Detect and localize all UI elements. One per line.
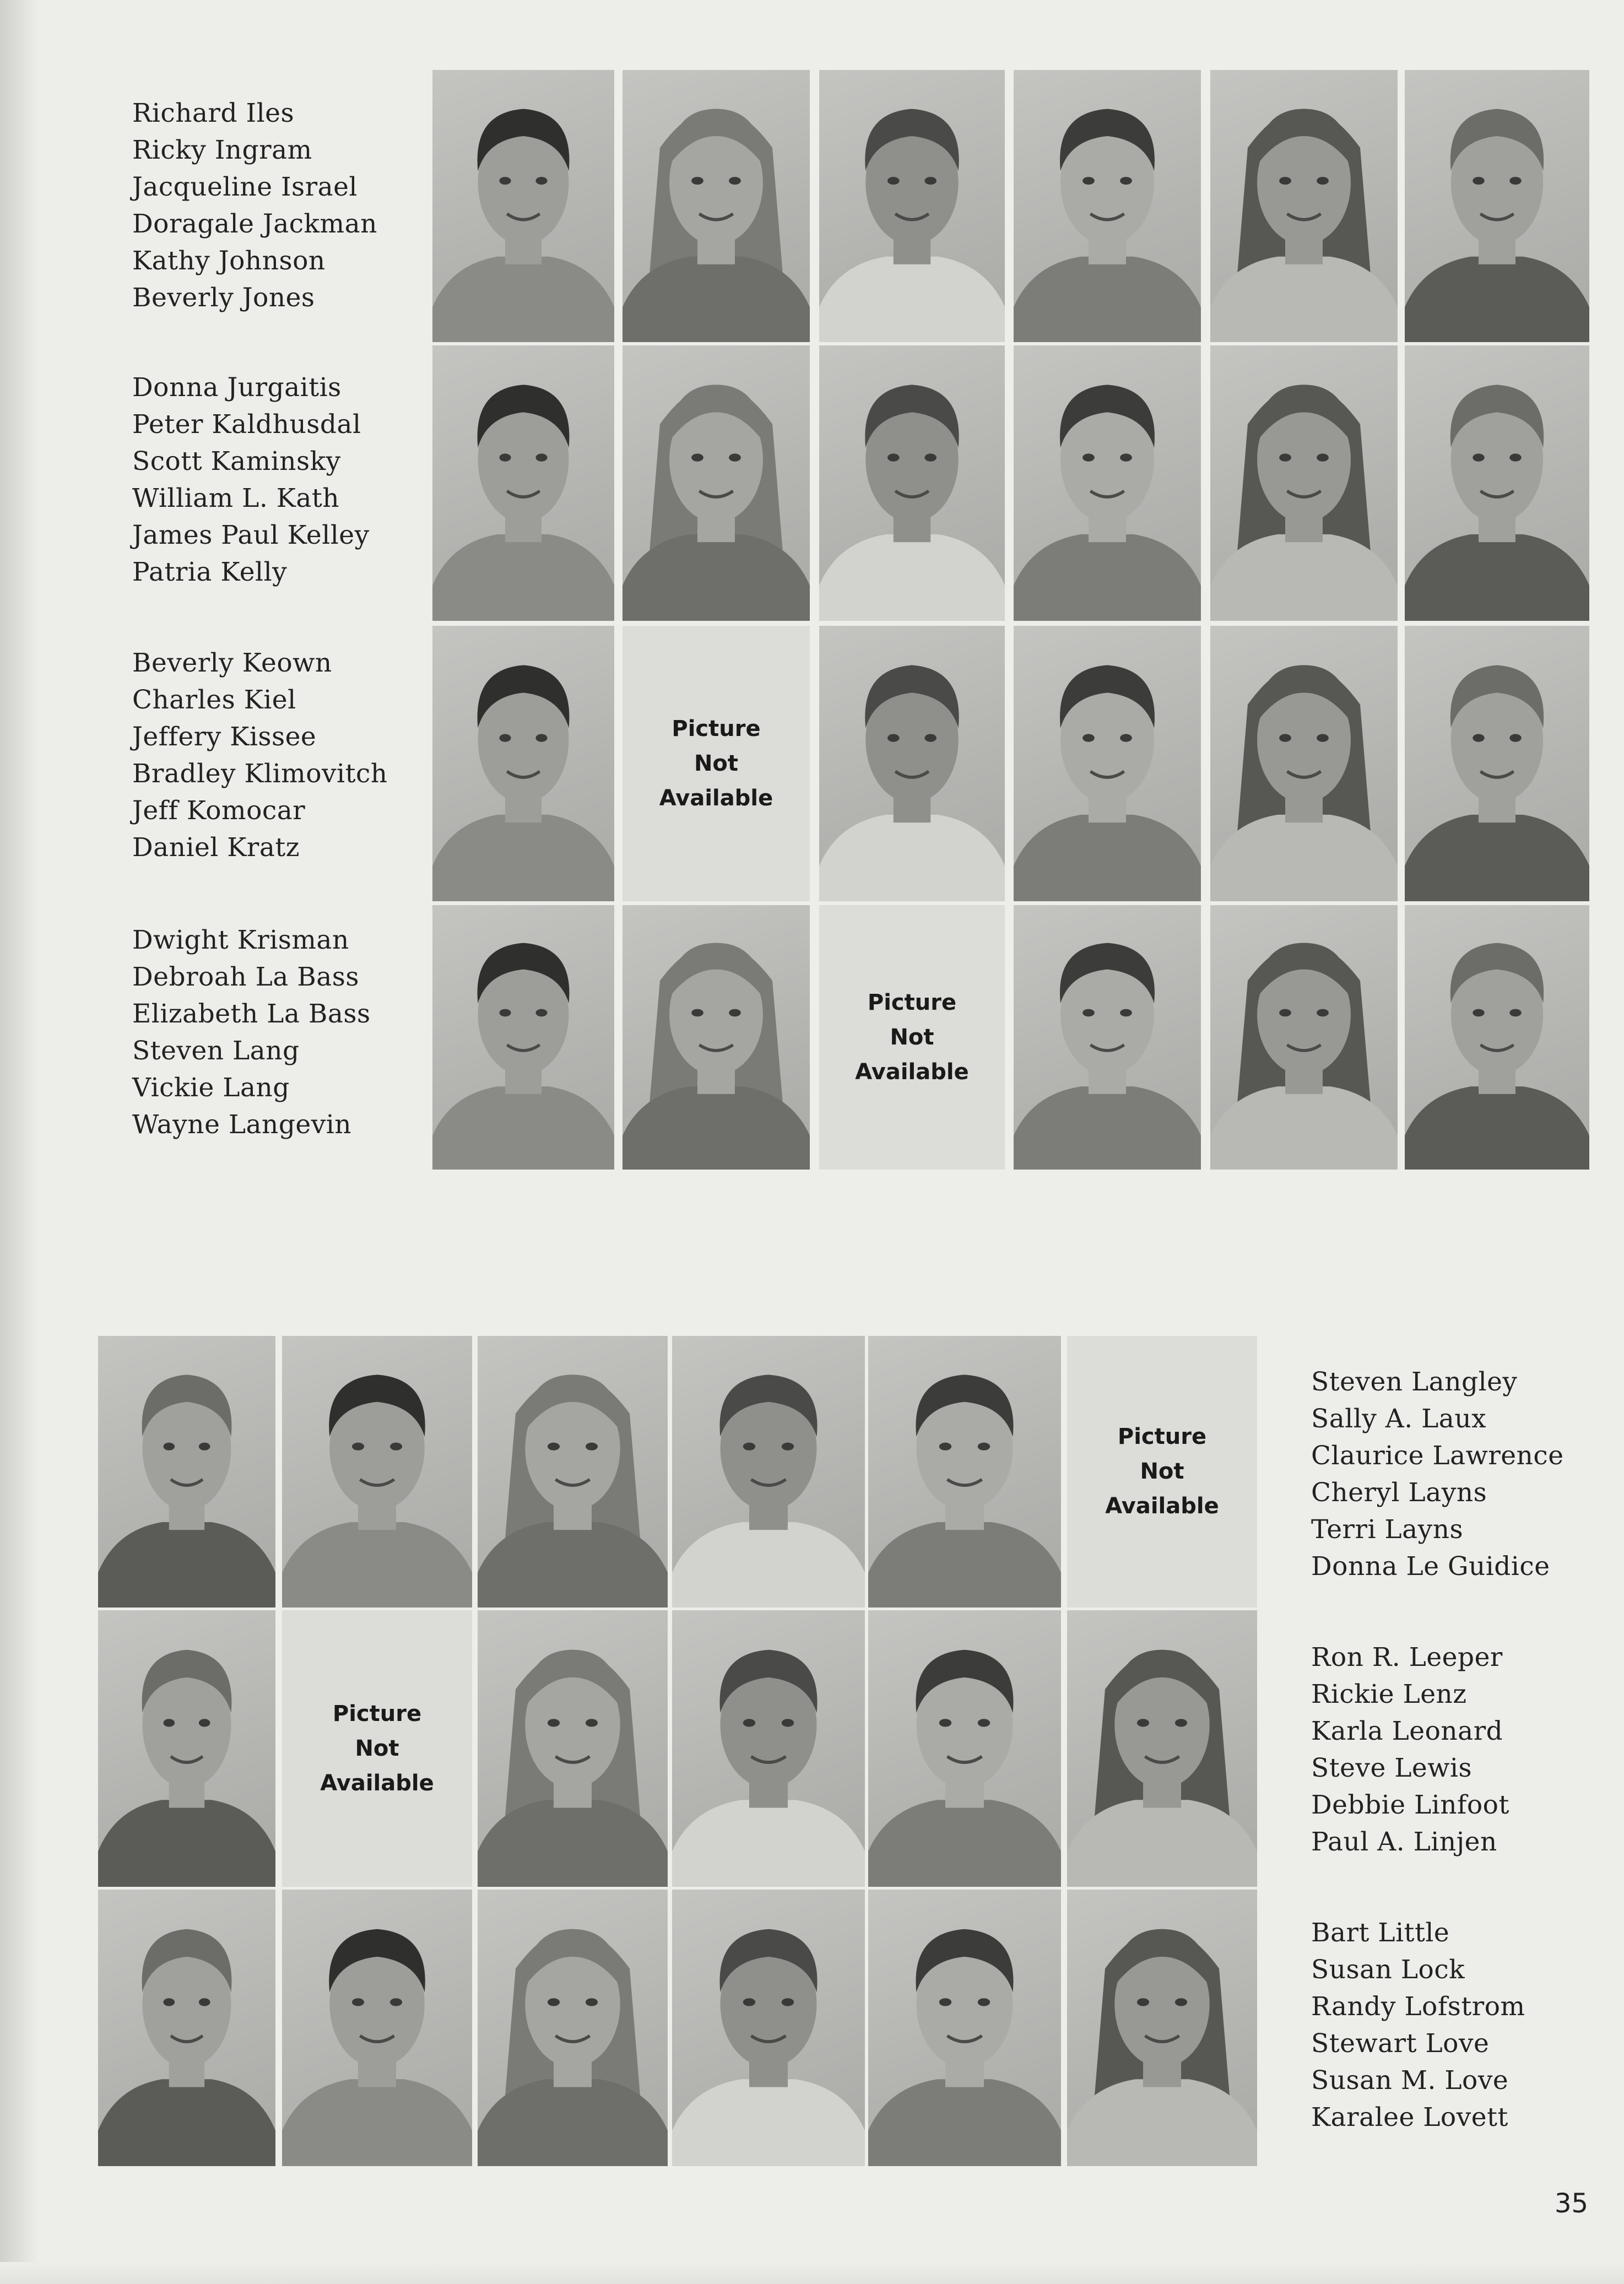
page-binding-shadow bbox=[0, 0, 39, 2284]
student-portrait-photo bbox=[819, 626, 1005, 901]
portrait-silhouette bbox=[672, 1336, 865, 1608]
picture-not-available-text: Picture Not Available bbox=[855, 989, 969, 1085]
portrait-silhouette bbox=[868, 1610, 1061, 1887]
picture-not-available-text: Picture Not Available bbox=[1105, 1424, 1219, 1519]
student-name: William L. Kath bbox=[132, 483, 340, 513]
portrait-silhouette bbox=[622, 70, 810, 342]
student-name: Rickie Lenz bbox=[1311, 1679, 1467, 1709]
portrait-silhouette bbox=[478, 1610, 668, 1887]
lower-name-list bbox=[1311, 1363, 1598, 1585]
student-portrait-photo bbox=[1067, 1890, 1257, 2166]
student-portrait-photo bbox=[282, 1890, 472, 2166]
student-portrait-photo bbox=[1405, 626, 1589, 901]
student-name: Debbie Linfoot bbox=[1311, 1790, 1509, 1820]
student-portrait-photo bbox=[432, 345, 614, 621]
student-name: Steven Langley bbox=[1311, 1367, 1518, 1397]
student-name: Jeffery Kissee bbox=[132, 722, 317, 752]
student-name: Patria Kelly bbox=[132, 557, 288, 587]
student-name: Ron R. Leeper bbox=[1311, 1642, 1503, 1673]
student-name: Daniel Kratz bbox=[132, 832, 300, 863]
student-name: Wayne Langevin bbox=[132, 1109, 352, 1140]
student-portrait-photo bbox=[1405, 345, 1589, 621]
student-name: Cheryl Layns bbox=[1311, 1477, 1487, 1508]
student-portrait-photo bbox=[98, 1890, 275, 2166]
portrait-silhouette bbox=[432, 905, 614, 1170]
student-name: Steven Lang bbox=[132, 1036, 300, 1066]
student-name: Dwight Krisman bbox=[132, 925, 349, 955]
student-portrait-photo bbox=[1210, 70, 1398, 342]
student-name: Karla Leonard bbox=[1311, 1716, 1503, 1746]
student-portrait-photo bbox=[1014, 905, 1201, 1170]
student-portrait-photo bbox=[868, 1336, 1061, 1608]
student-portrait-photo bbox=[819, 345, 1005, 621]
portrait-silhouette bbox=[672, 1890, 865, 2166]
upper-name-list bbox=[132, 369, 419, 591]
portrait-silhouette bbox=[1405, 905, 1589, 1170]
picture-not-available-placeholder bbox=[819, 905, 1005, 1170]
portrait-silhouette bbox=[1210, 626, 1398, 901]
student-name: Donna Jurgaitis bbox=[132, 372, 342, 403]
student-portrait-photo bbox=[622, 345, 810, 621]
portrait-silhouette bbox=[819, 626, 1005, 901]
lower-name-list bbox=[1311, 1914, 1598, 2136]
portrait-silhouette bbox=[432, 70, 614, 342]
portrait-silhouette bbox=[868, 1890, 1061, 2166]
student-portrait-photo bbox=[432, 626, 614, 901]
student-name: Peter Kaldhusdal bbox=[132, 409, 361, 440]
student-portrait-photo bbox=[868, 1610, 1061, 1887]
student-name: Karalee Lovett bbox=[1311, 2102, 1508, 2133]
portrait-silhouette bbox=[1014, 905, 1201, 1170]
student-name: Scott Kaminsky bbox=[132, 446, 341, 477]
portrait-silhouette bbox=[1067, 1890, 1257, 2166]
student-name: Jacqueline Israel bbox=[132, 172, 358, 202]
student-portrait-photo bbox=[622, 905, 810, 1170]
student-portrait-photo bbox=[819, 70, 1005, 342]
upper-name-list bbox=[132, 922, 419, 1143]
student-portrait-photo bbox=[98, 1336, 275, 1608]
portrait-silhouette bbox=[98, 1336, 275, 1608]
portrait-silhouette bbox=[282, 1336, 472, 1608]
portrait-silhouette bbox=[672, 1610, 865, 1887]
picture-not-available-text: Picture Not Available bbox=[320, 1701, 434, 1796]
student-name: Richard Iles bbox=[132, 98, 295, 128]
portrait-silhouette bbox=[819, 70, 1005, 342]
picture-not-available-placeholder bbox=[1067, 1336, 1257, 1608]
picture-not-available-placeholder bbox=[622, 626, 810, 901]
picture-not-available-text: Picture Not Available bbox=[659, 716, 773, 811]
student-name: Doragale Jackman bbox=[132, 209, 377, 239]
student-name: Debroah La Bass bbox=[132, 962, 360, 992]
student-portrait-photo bbox=[432, 70, 614, 342]
portrait-silhouette bbox=[622, 345, 810, 621]
student-portrait-photo bbox=[622, 70, 810, 342]
student-portrait-photo bbox=[1210, 345, 1398, 621]
student-name: Ricky Ingram bbox=[132, 135, 312, 165]
student-portrait-photo bbox=[672, 1890, 865, 2166]
student-name: Beverly Keown bbox=[132, 648, 332, 678]
portrait-silhouette bbox=[1210, 70, 1398, 342]
student-name: Sally A. Laux bbox=[1311, 1404, 1487, 1434]
portrait-silhouette bbox=[622, 905, 810, 1170]
portrait-silhouette bbox=[478, 1336, 668, 1608]
student-name: Jeff Komocar bbox=[132, 795, 306, 826]
portrait-silhouette bbox=[1014, 70, 1201, 342]
student-name: Stewart Love bbox=[1311, 2028, 1490, 2059]
student-portrait-photo bbox=[1405, 905, 1589, 1170]
student-portrait-photo bbox=[1210, 626, 1398, 901]
lower-name-list bbox=[1311, 1639, 1598, 1860]
portrait-silhouette bbox=[98, 1890, 275, 2166]
student-name: Susan M. Love bbox=[1311, 2065, 1509, 2096]
student-name: Claurice Lawrence bbox=[1311, 1441, 1564, 1471]
student-portrait-photo bbox=[478, 1336, 668, 1608]
student-portrait-photo bbox=[432, 905, 614, 1170]
student-name: Beverly Jones bbox=[132, 283, 315, 313]
portrait-silhouette bbox=[478, 1890, 668, 2166]
portrait-silhouette bbox=[282, 1890, 472, 2166]
student-name: Paul A. Linjen bbox=[1311, 1827, 1497, 1857]
portrait-silhouette bbox=[1067, 1610, 1257, 1887]
portrait-silhouette bbox=[819, 345, 1005, 621]
portrait-silhouette bbox=[1405, 70, 1589, 342]
upper-name-list bbox=[132, 95, 419, 316]
student-name: Terri Layns bbox=[1311, 1514, 1464, 1545]
student-portrait-photo bbox=[1014, 345, 1201, 621]
upper-name-list bbox=[132, 645, 419, 866]
student-portrait-photo bbox=[282, 1336, 472, 1608]
portrait-silhouette bbox=[1014, 345, 1201, 621]
student-portrait-photo bbox=[98, 1610, 275, 1887]
portrait-silhouette bbox=[432, 626, 614, 901]
student-name: Elizabeth La Bass bbox=[132, 999, 371, 1029]
student-name: Bart Little bbox=[1311, 1918, 1450, 1948]
student-name: Donna Le Guidice bbox=[1311, 1551, 1550, 1582]
portrait-silhouette bbox=[1405, 345, 1589, 621]
student-name: Charles Kiel bbox=[132, 685, 296, 715]
page-bottom-edge bbox=[0, 2262, 1624, 2284]
student-name: James Paul Kelley bbox=[132, 520, 370, 550]
portrait-silhouette bbox=[1405, 626, 1589, 901]
student-portrait-photo bbox=[672, 1336, 865, 1608]
portrait-silhouette bbox=[1014, 626, 1201, 901]
student-portrait-photo bbox=[1210, 905, 1398, 1170]
student-portrait-photo bbox=[1067, 1610, 1257, 1887]
portrait-silhouette bbox=[868, 1336, 1061, 1608]
student-portrait-photo bbox=[478, 1890, 668, 2166]
student-name: Bradley Klimovitch bbox=[132, 759, 388, 789]
page-number: 35 bbox=[1555, 2188, 1589, 2219]
portrait-silhouette bbox=[432, 345, 614, 621]
student-portrait-photo bbox=[478, 1610, 668, 1887]
student-portrait-photo bbox=[672, 1610, 865, 1887]
student-portrait-photo bbox=[1014, 70, 1201, 342]
student-name: Randy Lofstrom bbox=[1311, 1991, 1525, 2022]
student-name: Kathy Johnson bbox=[132, 246, 326, 276]
portrait-silhouette bbox=[98, 1610, 275, 1887]
student-name: Susan Lock bbox=[1311, 1955, 1465, 1985]
student-portrait-photo bbox=[868, 1890, 1061, 2166]
student-portrait-photo bbox=[1405, 70, 1589, 342]
student-portrait-photo bbox=[1014, 626, 1201, 901]
portrait-silhouette bbox=[1210, 905, 1398, 1170]
student-name: Vickie Lang bbox=[132, 1073, 290, 1103]
picture-not-available-placeholder bbox=[282, 1610, 472, 1887]
student-name: Steve Lewis bbox=[1311, 1753, 1473, 1783]
portrait-silhouette bbox=[1210, 345, 1398, 621]
